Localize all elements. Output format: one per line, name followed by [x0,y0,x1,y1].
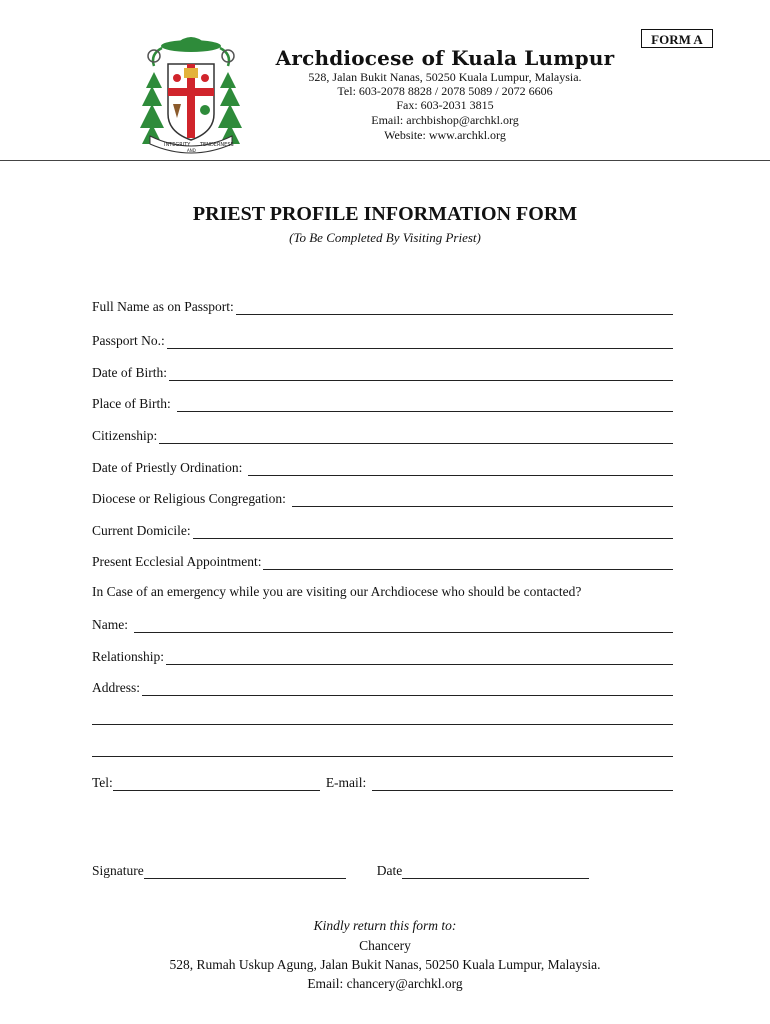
return-recipient: Chancery [359,938,411,953]
organization-name: Archdiocese of Kuala Lumpur [275,46,615,70]
organization-website: Website: www.archkl.org [384,128,506,142]
address-input-line-3[interactable] [92,756,673,757]
organization-address: 528, Jalan Bukit Nanas, 50250 Kuala Lumpur, Malaysia. [308,70,582,84]
diocese-field [92,489,673,507]
full-name-input-line[interactable] [236,302,673,315]
date-input-line[interactable] [402,866,589,879]
relationship-input-line[interactable] [166,652,673,665]
archdiocese-crest-logo [140,32,242,156]
organization-fax: Fax: 603-2031 3815 [396,98,494,112]
citizenship-input-line[interactable] [159,431,673,444]
relationship-label: Relationship: [92,649,164,664]
address-field [92,678,673,696]
signature-input-line[interactable] [144,866,346,879]
return-email: Email: chancery@archkl.org [307,976,463,991]
appointment-field [92,552,673,570]
address-input-line[interactable] [142,683,673,696]
ordination-date-field [92,458,673,476]
passport-field [92,331,673,349]
emergency-name-label: Name: [92,617,128,632]
header-divider [0,160,770,161]
relationship-field [92,647,673,665]
tel-input-line[interactable] [113,778,320,791]
return-instruction: Kindly return this form to: [313,918,457,933]
date-of-birth-input-line[interactable] [169,368,673,381]
emergency-name-field [92,615,673,633]
form-title: PRIEST PROFILE INFORMATION FORM [192,203,578,225]
diocese-input-line[interactable] [292,494,673,507]
diocese-label: Diocese or Religious Congregation: [92,491,286,506]
domicile-input-line[interactable] [193,526,673,539]
organization-telephone: Tel: 603-2078 8828 / 2078 5089 / 2072 6606 [337,84,553,98]
return-address: 528, Rumah Uskup Agung, Jalan Bukit Nanas, 50250 Kuala Lumpur, Malaysia. [169,957,601,972]
place-of-birth-input-line[interactable] [177,399,673,412]
date-label: Date [376,863,403,878]
tel-email-row [92,773,673,791]
signature-date-row [92,861,602,879]
ordination-date-input-line[interactable] [248,463,673,476]
date-of-birth-field [92,363,673,381]
full-name-field [92,297,673,315]
place-of-birth-label: Place of Birth: [92,396,171,411]
svg-text:TENDERNESS: TENDERNESS [200,142,234,148]
date-of-birth-label: Date of Birth: [92,365,167,380]
appointment-label: Present Ecclesial Appointment: [92,554,262,569]
place-of-birth-field [92,394,673,412]
tel-label: Tel: [92,775,113,790]
email-input-line[interactable] [372,778,673,791]
svg-text:AND: AND [187,148,196,153]
emergency-name-input-line[interactable] [134,620,673,633]
email-label: E-mail: [325,775,367,790]
ordination-date-label: Date of Priestly Ordination: [92,460,243,475]
address-label: Address: [92,680,140,695]
domicile-label: Current Domicile: [92,523,191,538]
citizenship-field [92,426,673,444]
full-name-label: Full Name as on Passport: [92,299,234,314]
passport-label: Passport No.: [92,333,165,348]
citizenship-label: Citizenship: [92,428,158,443]
passport-input-line[interactable] [167,336,673,349]
organization-email: Email: archbishop@archkl.org [371,113,519,127]
emergency-contact-question: In Case of an emergency while you are visiting our Archdiocese who should be contacted? [92,584,582,599]
domicile-field [92,521,673,539]
svg-text:INTEGRITY: INTEGRITY [164,142,191,148]
form-subtitle: (To Be Completed By Visiting Priest) [289,230,481,245]
signature-label: Signature [92,863,144,878]
appointment-input-line[interactable] [263,557,673,570]
form-code-badge: FORM A [641,29,713,48]
address-input-line-2[interactable] [92,724,673,725]
